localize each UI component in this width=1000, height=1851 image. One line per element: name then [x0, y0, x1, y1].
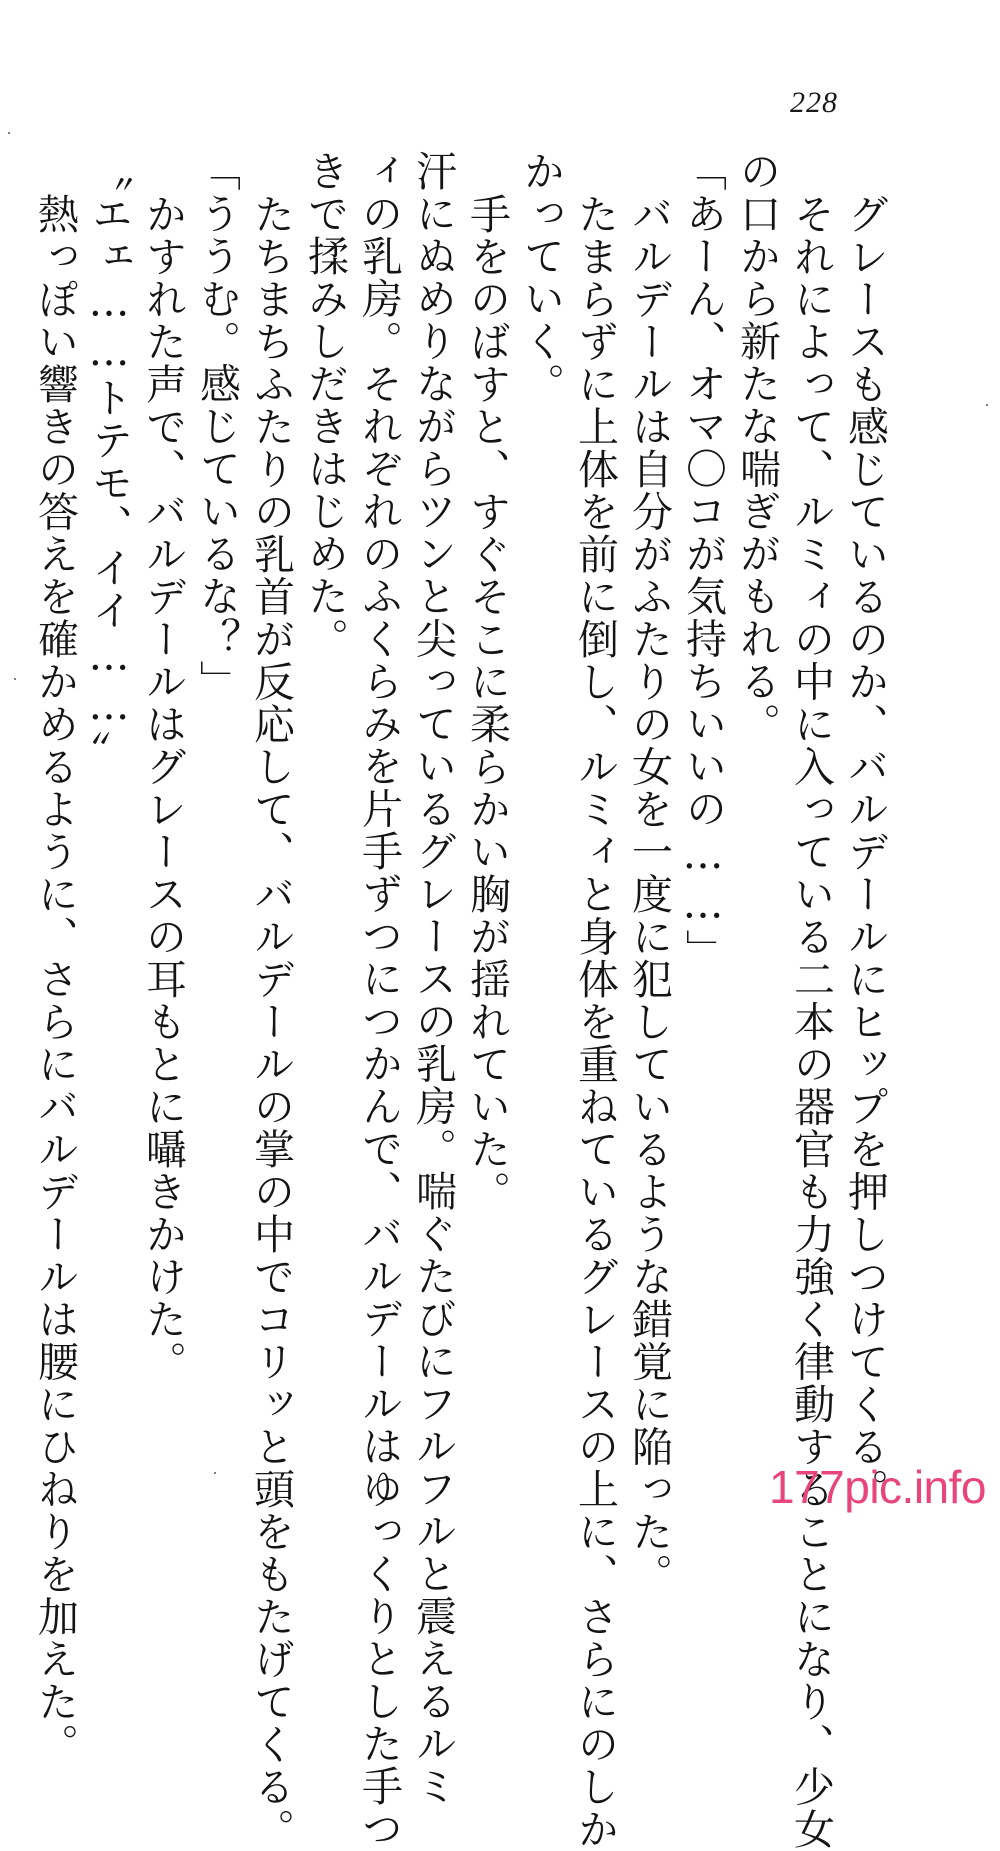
watermark: 177pic.info [769, 1461, 986, 1513]
text-column: それによって、ルミィの中に入っている二本の器官も力強く律動することになり、少女 [787, 193, 835, 1851]
scan-speck [14, 678, 16, 680]
text-column: 「あーん、オマ〇コが気持ちいいの……」 [679, 150, 727, 972]
text-column: 「ううむ。感じているな？」 [193, 150, 241, 703]
scan-speck [214, 1472, 216, 1474]
text-column: たまらずに上体を前に倒し、ルミィと身体を重ねているグレースの上に、さらにのしか [571, 193, 619, 1851]
text-column: バルデールは自分がふたりの女を一度に犯しているような錯覚に陥った。 [625, 193, 673, 1596]
page-number: 228 [790, 86, 838, 119]
text-column: ィの乳房。それぞれのふくらみを片手ずつにつかんで、バルデールはゆっくりとした手つ [355, 150, 403, 1850]
text-column: 熱っぽい響きの答えを確かめるように、さらにバルデールは腰にひねりを加えた。 [31, 193, 79, 1766]
text-column: きで揉みしだきはじめた。 [301, 150, 349, 660]
text-column: 〝エェ……トテモ、イイ……〟 [85, 150, 133, 773]
scan-speck [986, 404, 988, 406]
text-column: の口から新たな喘ぎがもれる。 [733, 150, 781, 745]
text-column: たちまちふたりの乳首が反応して、バルデールの掌の中でコリッと頭をもたげてくる。 [247, 193, 295, 1851]
text-column: グレースも感じているのか、バルデールにヒップを押しつけてくる。 [841, 193, 889, 1511]
text-column: 手をのばすと、すぐそこに柔らかい胸が揺れていた。 [463, 193, 511, 1213]
text-column: かっていく。 [517, 150, 565, 405]
text-column: かすれた声で、バルデールはグレースの耳もとに囁きかけた。 [139, 193, 187, 1383]
text-column: 汗にぬめりながらツンと尖っているグレースの乳房。喘ぐたびにフルフルと震えるルミ [409, 150, 457, 1808]
scan-speck [8, 132, 10, 134]
